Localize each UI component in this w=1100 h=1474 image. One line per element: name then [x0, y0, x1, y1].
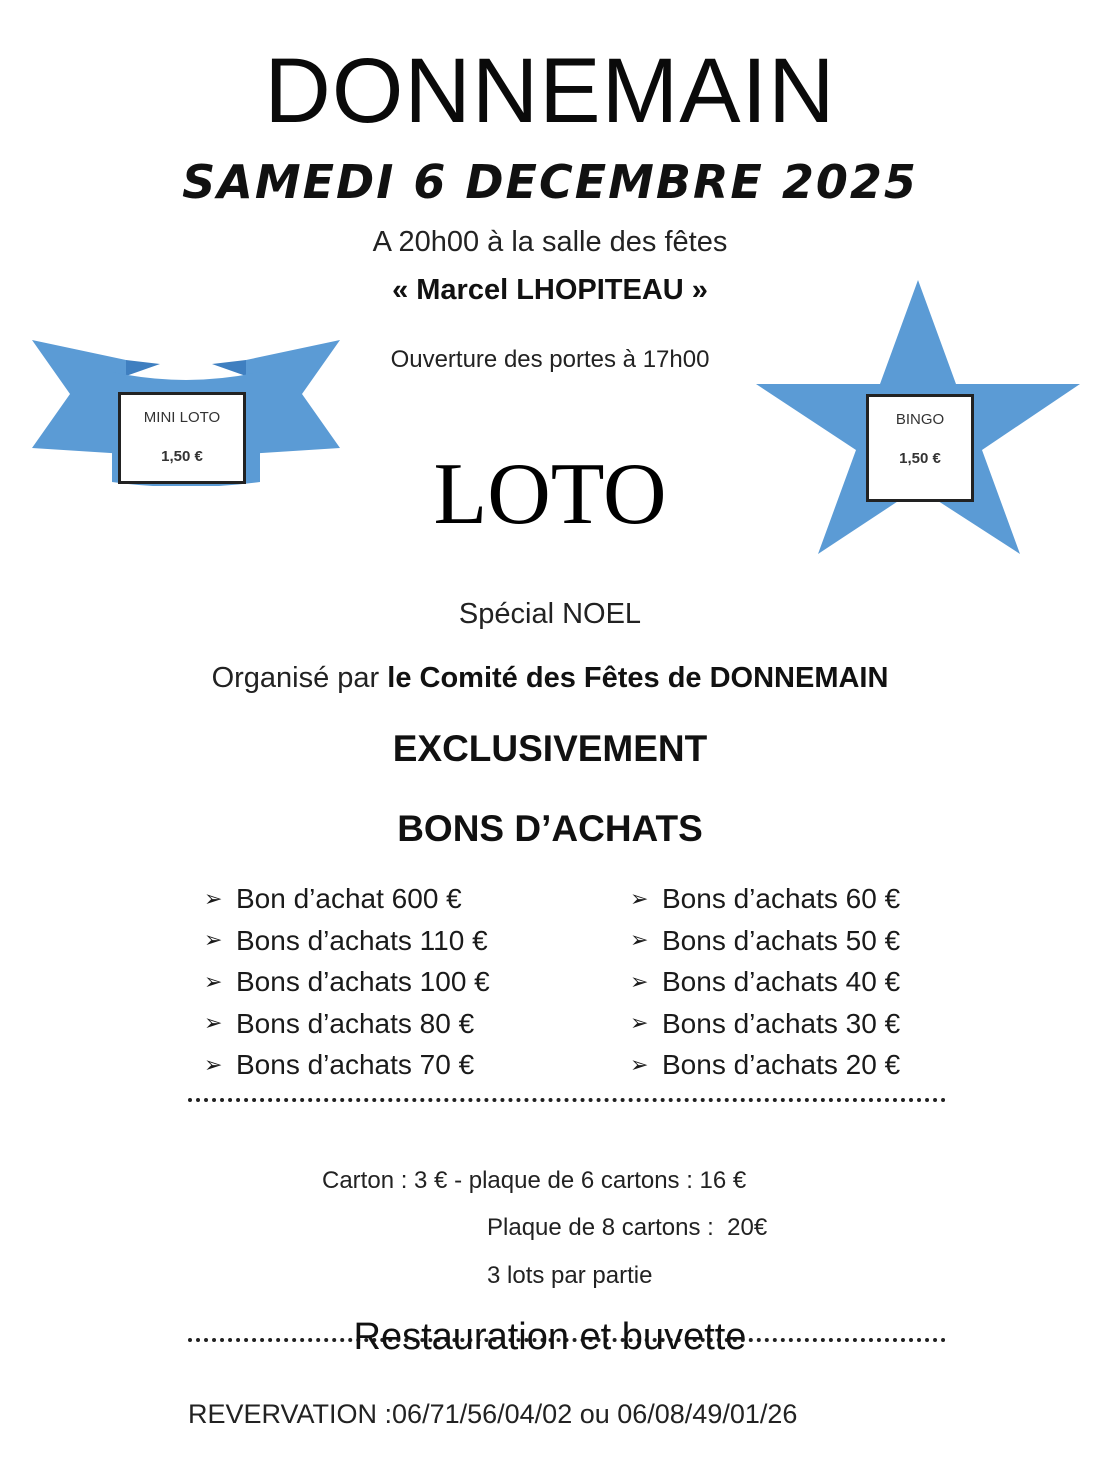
food-and-drinks: Restauration et buvette [353, 1316, 747, 1358]
carton-price: Carton : 3 € - plaque de 6 cartons : 16 € [322, 1167, 747, 1194]
list-item: ➢ Bons d’achats 20 € [630, 1049, 901, 1080]
bingo-label: BINGO [895, 411, 945, 428]
event-title-loto: LOTO [433, 446, 667, 543]
bingo-price: 1,50 € [899, 450, 941, 467]
list-item: ➢ Bons d’achats 50 € [630, 924, 901, 956]
arrow-bullet-icon: ➢ [204, 885, 223, 911]
doors-open-time: Ouverture des portes à 17h00 [390, 346, 710, 373]
list-item: ➢ Bons d’achats 100 € [204, 966, 490, 997]
organizer-name: le Comité des Fêtes de DONNEMAIN [387, 662, 889, 694]
organizer-line [0, 658, 1100, 698]
time-and-venue: A 20h00 à la salle des fêtes [372, 226, 728, 258]
dotted-divider [188, 1098, 946, 1102]
list-item: ➢ Bons d’achats 110 € [204, 924, 488, 956]
mini-loto-label: MINI LOTO [143, 409, 221, 426]
arrow-bullet-icon: ➢ [630, 1051, 649, 1077]
plaque-8-price: Plaque de 8 cartons : 20€ [487, 1214, 768, 1241]
prize-list-left [204, 878, 564, 1086]
exclusive-heading: EXCLUSIVEMENT [392, 728, 708, 769]
arrow-bullet-icon: ➢ [204, 1010, 223, 1036]
organizer-prefix: Organisé par [211, 662, 388, 694]
town-title: DONNEMAIN [264, 40, 836, 142]
arrow-bullet-icon: ➢ [630, 968, 649, 994]
hall-name: « Marcel LHOPITEAU » [392, 274, 708, 306]
list-item: ➢ Bons d’achats 80 € [204, 1007, 475, 1039]
list-item: ➢ Bons d’achats 40 € [630, 966, 901, 997]
arrow-bullet-icon: ➢ [204, 927, 223, 953]
prize-type-heading: BONS D’ACHATS [397, 808, 703, 849]
prize-list-right [630, 878, 990, 1086]
arrow-bullet-icon: ➢ [630, 885, 649, 911]
arrow-bullet-icon: ➢ [630, 927, 649, 953]
list-item: ➢ Bons d’achats 60 € [630, 883, 901, 914]
list-item: ➢ Bon d’achat 600 € [204, 883, 462, 914]
arrow-bullet-icon: ➢ [630, 1010, 649, 1036]
arrow-bullet-icon: ➢ [204, 968, 223, 994]
event-date: SAMEDI 6 DECEMBRE 2025 [182, 155, 918, 209]
lots-per-game: 3 lots par partie [487, 1262, 653, 1289]
list-item: ➢ Bons d’achats 30 € [630, 1007, 901, 1039]
mini-loto-price: 1,50 € [161, 448, 203, 465]
event-theme: Spécial NOEL [458, 598, 642, 630]
list-item: ➢ Bons d’achats 70 € [204, 1049, 475, 1080]
reservation-phones: REVERVATION :06/71/56/04/02 ou 06/08/49/01/26 [188, 1399, 798, 1429]
arrow-bullet-icon: ➢ [204, 1051, 223, 1077]
